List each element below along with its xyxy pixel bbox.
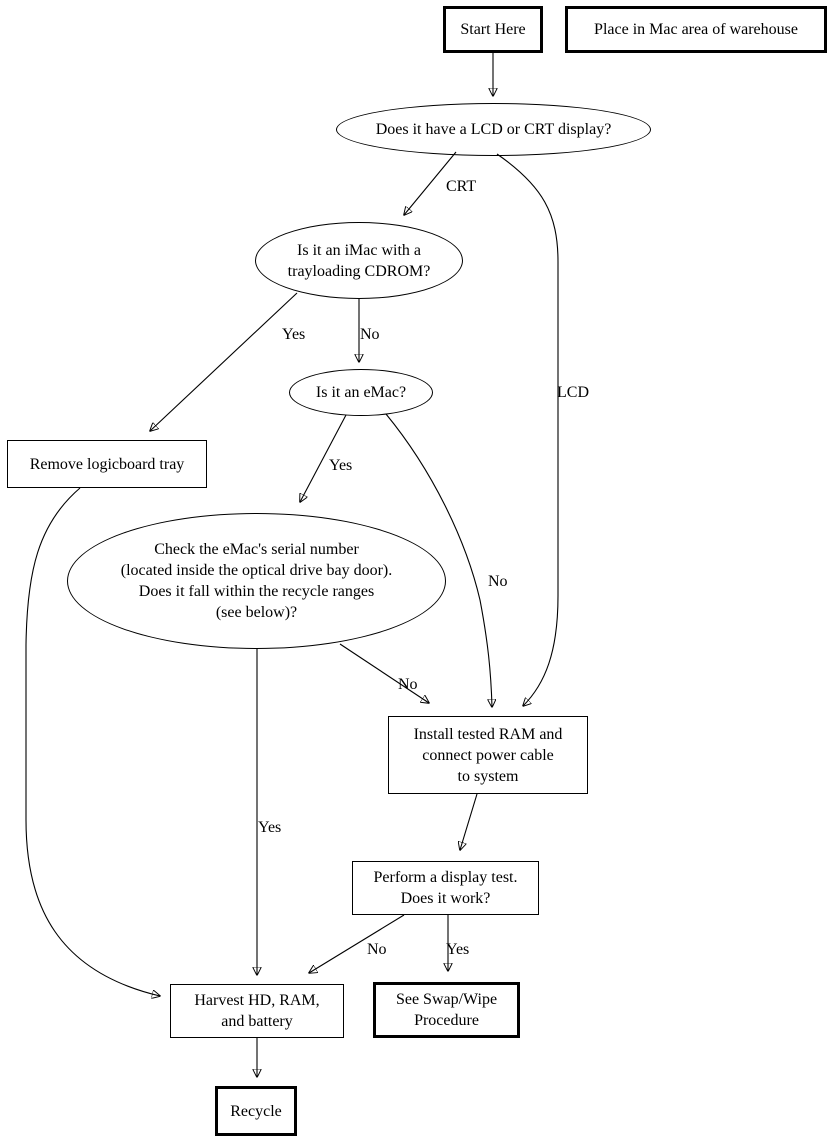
edge-label-test-yes: Yes bbox=[446, 941, 470, 958]
node-install-tested-ram-line2: connect power cable bbox=[422, 746, 554, 764]
node-see-swap-wipe-line1: See Swap/Wipe bbox=[395, 991, 498, 1008]
node-install-tested-ram-line1: Install tested RAM and bbox=[413, 725, 563, 743]
node-question-imac-trayloading bbox=[255, 222, 463, 299]
node-question-emac-serial-line3: Does it fall within the recycle ranges bbox=[138, 583, 375, 600]
node-start-here-label: Start Here bbox=[460, 21, 526, 38]
node-question-lcd-or-crt bbox=[336, 103, 651, 156]
edge-label-test-no: No bbox=[367, 941, 387, 958]
edge-label-emac-yes: Yes bbox=[329, 457, 353, 474]
node-question-lcd-or-crt-label: Does it have a LCD or CRT display? bbox=[375, 121, 612, 138]
node-question-imac-trayloading-line2: trayloading CDROM? bbox=[287, 262, 431, 280]
edge-imac-to-remove-tray-yes bbox=[150, 293, 297, 431]
node-perform-display-test bbox=[352, 861, 539, 915]
node-start-here bbox=[443, 6, 543, 53]
edge-display-test-to-harvest-no bbox=[309, 915, 404, 973]
node-question-emac-serial-line1: Check the eMac's serial number bbox=[154, 541, 359, 558]
node-question-emac-serial-line4: (see below)? bbox=[215, 604, 298, 621]
node-question-emac-serial-line2: (located inside the optical drive bay door). bbox=[120, 562, 393, 579]
node-place-mac-warehouse bbox=[565, 6, 827, 53]
node-question-imac-trayloading-line1: Is it an iMac with a bbox=[297, 241, 421, 259]
edge-display-to-install-lcd bbox=[497, 154, 558, 706]
node-place-mac-warehouse-label: Place in Mac area of warehouse bbox=[594, 21, 798, 38]
node-remove-logicboard-tray bbox=[7, 440, 207, 488]
node-harvest-hd-ram-battery-line1: Harvest HD, RAM, bbox=[194, 992, 320, 1009]
node-install-tested-ram-line3: to system bbox=[457, 767, 519, 785]
edge-label-emac-no: No bbox=[488, 573, 508, 590]
edge-label-lcd: LCD bbox=[557, 384, 589, 401]
edge-label-imac-yes: Yes bbox=[282, 326, 306, 343]
node-question-is-emac bbox=[289, 369, 433, 416]
node-question-emac-serial-number bbox=[67, 513, 446, 649]
node-see-swap-wipe-procedure bbox=[373, 982, 520, 1038]
edge-label-imac-no: No bbox=[360, 326, 380, 343]
node-harvest-hd-ram-battery-line2: and battery bbox=[221, 1013, 293, 1030]
node-perform-display-test-line1: Perform a display test. bbox=[373, 869, 518, 886]
node-question-is-emac-label: Is it an eMac? bbox=[315, 384, 407, 401]
node-install-tested-ram bbox=[388, 716, 588, 794]
edge-label-crt: CRT bbox=[446, 178, 477, 195]
node-recycle-label: Recycle bbox=[230, 1102, 282, 1120]
node-harvest-hd-ram-battery bbox=[170, 984, 344, 1038]
node-recycle bbox=[215, 1086, 297, 1136]
edge-label-serial-yes: Yes bbox=[258, 819, 282, 836]
node-see-swap-wipe-line2: Procedure bbox=[414, 1012, 479, 1029]
node-remove-logicboard-tray-label: Remove logicboard tray bbox=[29, 455, 185, 473]
edge-serial-check-to-install-no bbox=[340, 644, 429, 703]
edge-install-to-display-test bbox=[460, 794, 477, 850]
edge-label-serial-no: No bbox=[398, 676, 418, 693]
node-perform-display-test-line2: Does it work? bbox=[400, 890, 491, 907]
